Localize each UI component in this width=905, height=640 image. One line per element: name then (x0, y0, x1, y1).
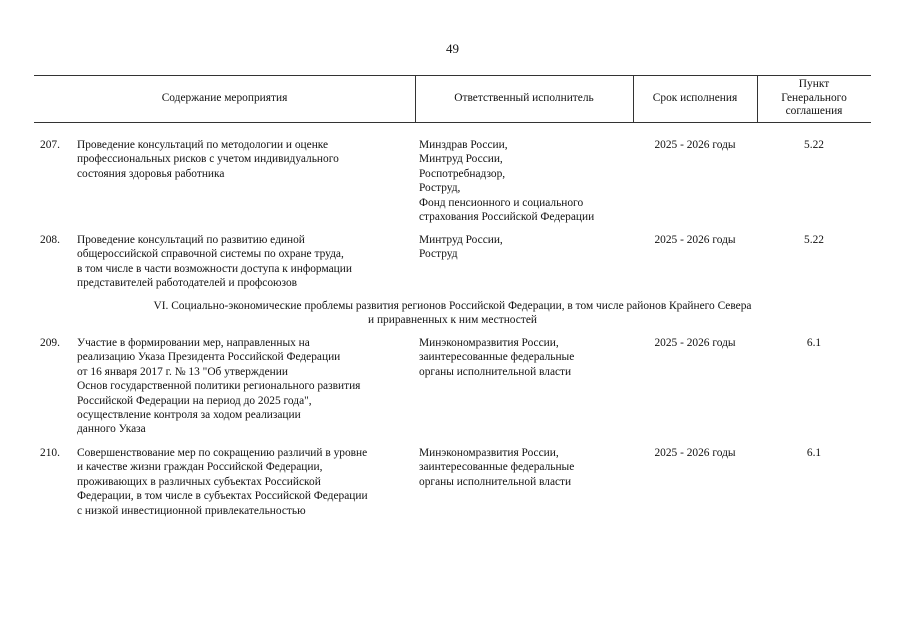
row-responsible: Минэкономразвития России, заинтересованные федеральные органы исполнительной власти (419, 447, 575, 488)
row-responsible: Минздрав России, Минтруд России, Роспотребнадзор, Роструд, Фонд пенсионного и социального страхования Российской Федерации (419, 139, 595, 224)
row-deadline: 2025 - 2026 годы (654, 139, 736, 151)
row-responsible: Минтруд России, Роструд (419, 234, 503, 261)
row-number: 209. (40, 337, 60, 349)
row-agreement-item: 5.22 (804, 139, 824, 151)
row-agreement-item: 5.22 (804, 234, 824, 246)
row-number: 207. (40, 139, 60, 151)
row-responsible: Минэкономразвития России, заинтересованные федеральные органы исполнительной власти (419, 337, 575, 378)
row-number: 208. (40, 234, 60, 246)
row-content: Проведение консультаций по развитию единой общероссийской справочной системы по охране труда, в том числе в части возможности доступа к информации представителей работодателей и профсоюзов (77, 234, 352, 290)
header-responsible: Ответственный исполнитель (454, 92, 594, 105)
header-deadline: Срок исполнения (652, 92, 738, 105)
row-content: Участие в формировании мер, направленных на реализацию Указа Президента Российской Федерации от 16 января 2017 г. № 13 "Об утверждении Основ государственной политики регионального развития Российской Федерации на период до 2025 года", осуществление контроля за ходом реализации данного Указа (77, 337, 361, 436)
row-number: 210. (40, 447, 60, 459)
row-deadline: 2025 - 2026 годы (654, 337, 736, 349)
section-title: VI. Социально-экономические проблемы развития регионов Российской Федерации, в том числе районов Крайнего Севера и приравненных к ним местностей (153, 300, 752, 327)
row-agreement-item: 6.1 (806, 447, 822, 459)
table-header-bottom-rule (34, 122, 871, 123)
row-agreement-item: 6.1 (806, 337, 822, 349)
row-content: Совершенствование мер по сокращению различий в уровне и качестве жизни граждан Российской Федерации, проживающих в различных субъектах Российской Федерации, в том числе в субъектах Российской Федерации с низкой инвестиционной привлекательностью (77, 447, 368, 517)
header-agreement-item: Пункт Генерального соглашения (781, 78, 847, 118)
row-content: Проведение консультаций по методологии и оценке профессиональных рисков с учетом индивидуального состояния здоровья работника (77, 139, 339, 180)
header-content: Содержание мероприятия (161, 92, 288, 105)
row-deadline: 2025 - 2026 годы (654, 447, 736, 459)
page-number: 49 (446, 41, 459, 56)
row-deadline: 2025 - 2026 годы (654, 234, 736, 246)
